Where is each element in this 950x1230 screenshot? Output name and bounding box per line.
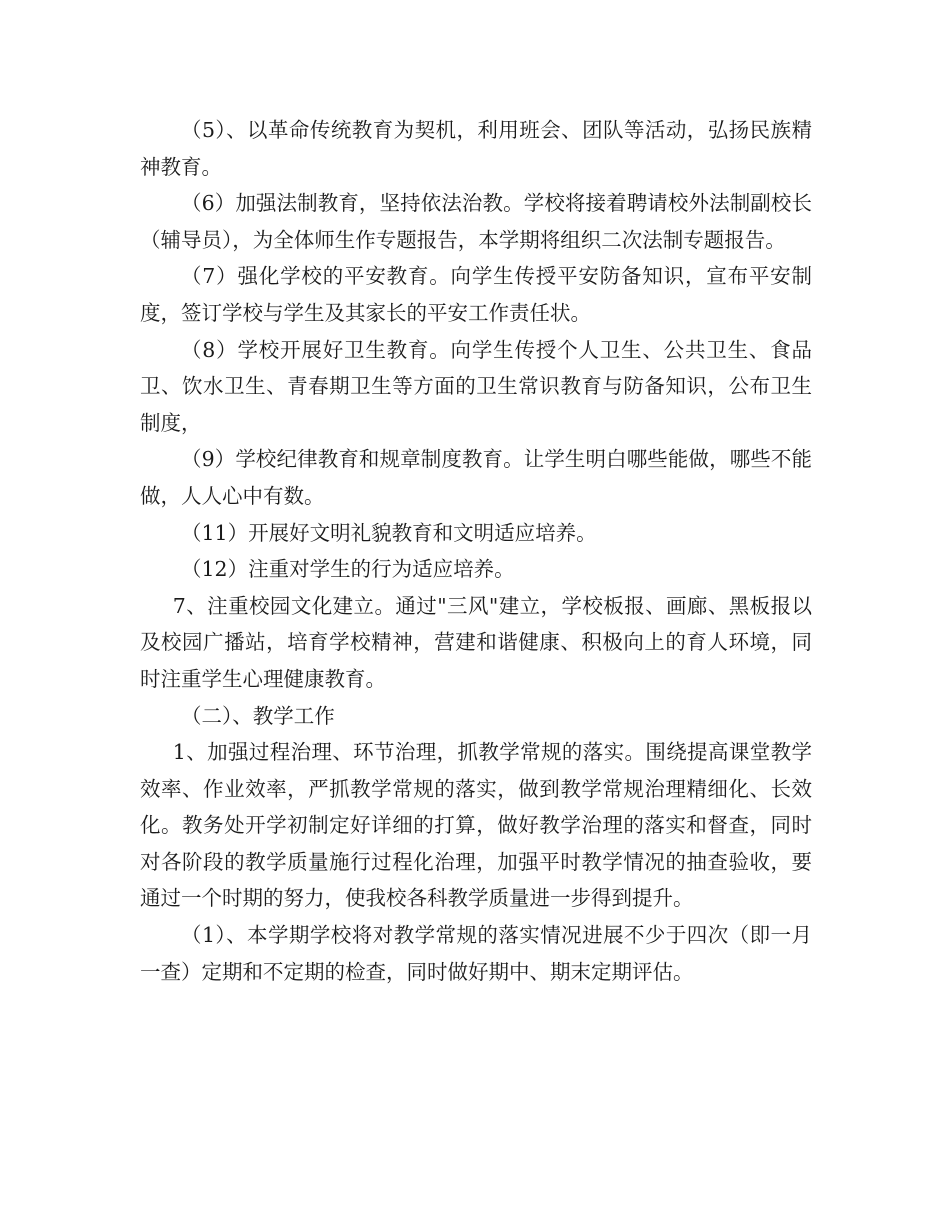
paragraph-patriotic-education: （5）、以革命传统教育为契机，利用班会、团队等活动，弘扬民族精神教育。 (140, 118, 812, 179)
paragraph-health-education: （8）学校开展好卫生教育。向学生传授个人卫生、公共卫生、食品卫、饮水卫生、青春期卫生等方面的卫生常识教育与防备知识，公布卫生制度， (140, 337, 812, 435)
paragraph-campus-culture: 7、注重校园文化建立。通过"三风"建立，学校板报、画廊、黑板报以及校园广播站，培育学校精神，营建和谐健康、积极向上的育人环境，同时注重学生心理健康教育。 (140, 593, 812, 691)
paragraph-discipline-education: （9）学校纪律教育和规章制度教育。让学生明白哪些能做，哪些不能做，人人心中有数。 (140, 447, 812, 508)
paragraph-behavior-habits: （12）注重对学生的行为适应培养。 (181, 557, 515, 582)
document-body (140, 112, 812, 990)
paragraph-routine-inspection: （1）、本学期学校将对教学常规的落实情况进展不少于四次（即一月一查）定期和不定期的检查，同时做好期中、期末定期评估。 (140, 923, 812, 984)
section-heading-teaching-work: （二）、教学工作 (181, 703, 335, 728)
paragraph-etiquette-education: （11）开展好文明礼貌教育和文明适应培养。 (181, 520, 597, 545)
paragraph-safety-education: （7）强化学校的平安教育。向学生传授平安防备知识，宣布平安制度，签订学校与学生及其家长的平安工作责任状。 (140, 264, 812, 325)
paragraph-legal-education: （6）加强法制教育，坚持依法治教。学校将接着聘请校外法制副校长（辅导员），为全体师生作专题报告，本学期将组织二次法制专题报告。 (140, 191, 812, 252)
paragraph-process-management: 1、加强过程治理、环节治理，抓教学常规的落实。围绕提高课堂教学效率、作业效率，严抓教学常规的落实，做到教学常规治理精细化、长效化。教务处开学初制定好详细的打算，做好教学治理的落实和督查，同时对各阶段的教学质量施行过程化治理，加强平时教学情况的抽查验收，要通过一个时期的努力，使我校各科教学质量进一步得到提升。 (140, 740, 812, 911)
